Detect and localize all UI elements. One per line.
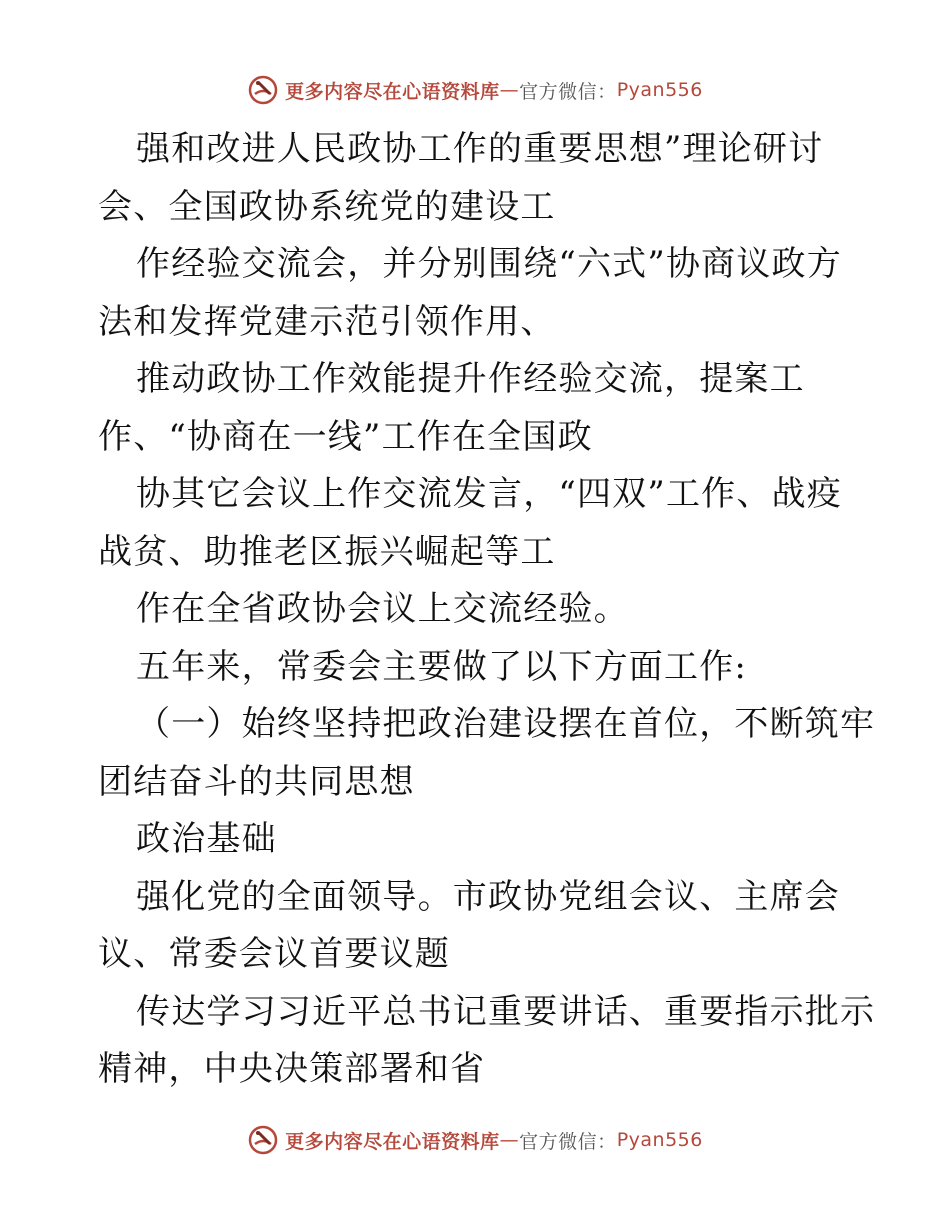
text-line: 法和发挥党建示范引领作用、	[98, 301, 556, 342]
watermark-wechat-id: Pyan556	[616, 79, 703, 101]
document-body	[98, 121, 876, 1099]
text-line: 议、常委会议首要议题	[98, 934, 450, 974]
text-line: 会、全国政协系统党的建设工	[98, 186, 556, 227]
watermark-brand: 更多内容尽在心语资料库	[285, 1130, 500, 1153]
text-line: 传达学习习近平总书记重要讲话、重要指示批示	[136, 991, 876, 1032]
watermark-wechat-label: 官方微信：	[519, 80, 617, 103]
text-line: 精神，中央决策部署和省	[98, 1049, 486, 1089]
watermark-wechat-label: 官方微信：	[519, 1130, 617, 1153]
text-line: 强和改进人民政协工作的重要思想”理论研讨	[136, 129, 824, 169]
text-line: 推动政协工作效能提升作经验交流，提案工	[136, 359, 805, 399]
text-line: 强化党的全面领导。市政协党组会议、主席会	[136, 876, 840, 917]
footer-watermark	[0, 1120, 950, 1160]
text-line: 作经验交流会，并分别围绕“六式”协商议政方	[136, 244, 842, 284]
watermark-dash: —	[499, 79, 520, 101]
watermark-wechat-id: Pyan556	[616, 1129, 703, 1151]
text-line: 政治基础	[136, 819, 277, 859]
text-line: （一）始终坚持把政治建设摆在首位，不断筑牢	[136, 704, 876, 744]
watermark-brand: 更多内容尽在心语资料库	[285, 80, 500, 103]
text-line: 五年来，常委会主要做了以下方面工作:	[136, 646, 748, 687]
header-watermark	[0, 70, 950, 110]
book-quill-icon	[247, 74, 279, 106]
book-quill-icon	[247, 1124, 279, 1156]
watermark-dash: —	[499, 1129, 520, 1151]
text-line: 作、“协商在一线”工作在全国政	[98, 416, 593, 457]
text-line: 战贫、助推老区振兴崛起等工	[98, 531, 556, 572]
text-line: 团结奋斗的共同思想	[98, 761, 415, 802]
text-line: 协其它会议上作交流发言，“四双”工作、战疫	[136, 474, 842, 514]
text-line: 作在全省政协会议上交流经验。	[136, 589, 629, 629]
